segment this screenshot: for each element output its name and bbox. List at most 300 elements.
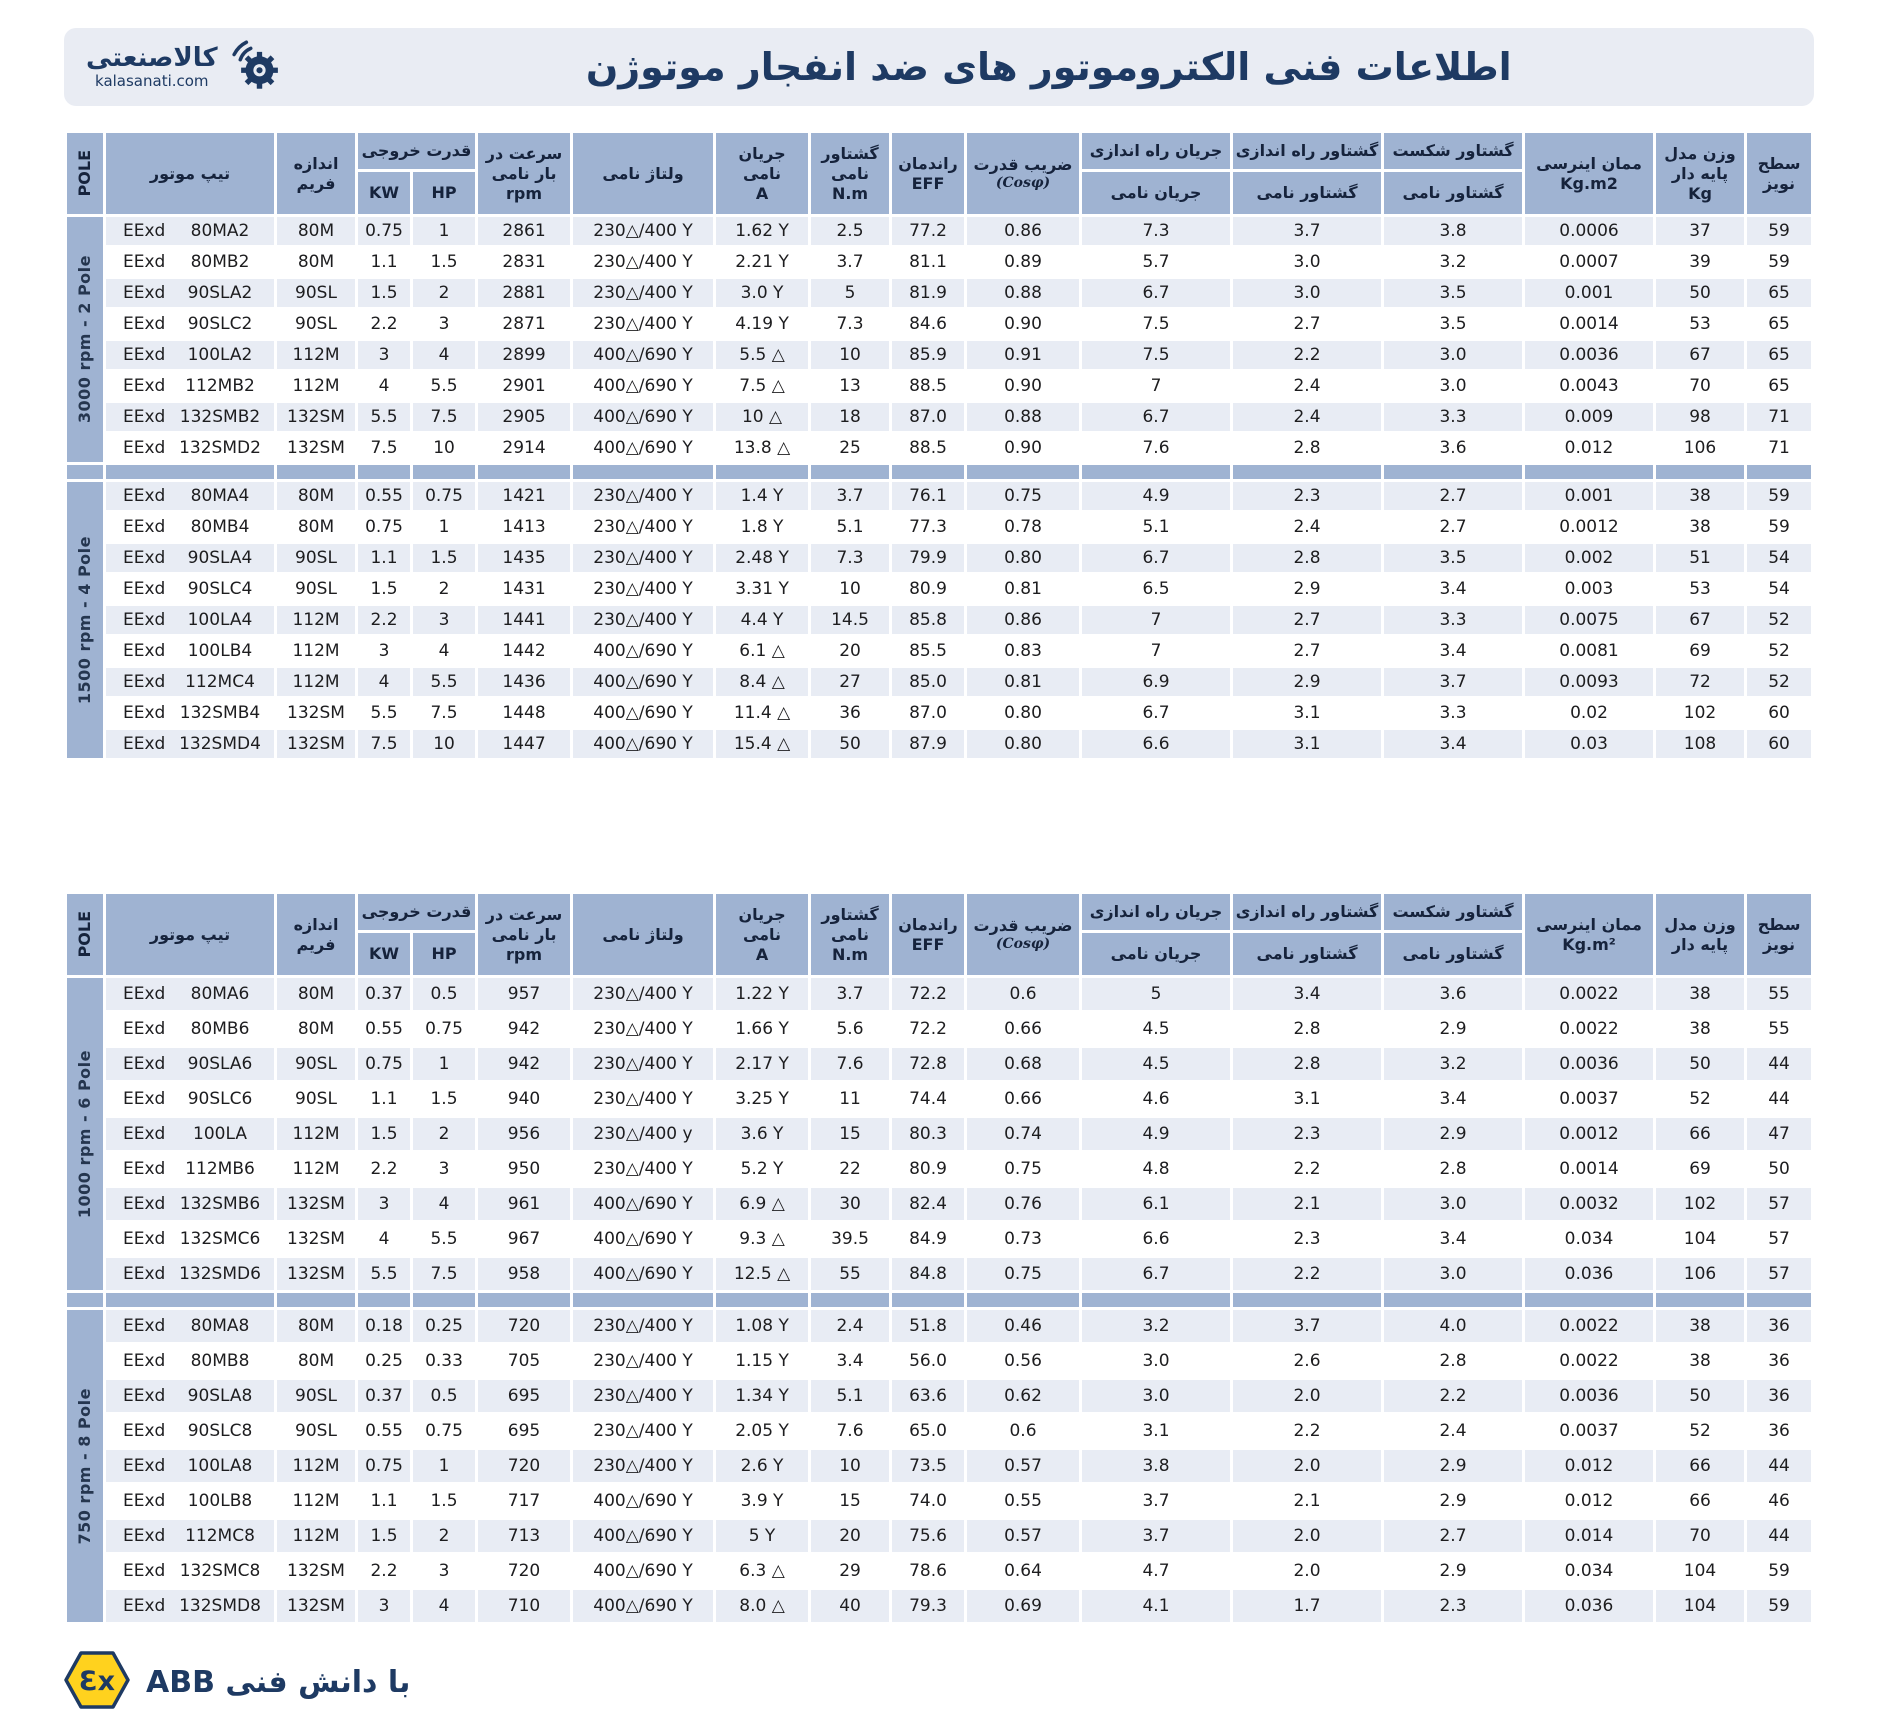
table-cell: 3 [358, 341, 410, 369]
section-separator [106, 1293, 274, 1307]
table-cell: 53 [1656, 575, 1744, 603]
table-cell: 36 [1747, 1310, 1811, 1342]
table-cell: 10 [811, 575, 889, 603]
table-cell: 50 [1656, 1380, 1744, 1412]
table-cell: 0.002 [1525, 544, 1653, 572]
table-cell: 0.75 [413, 1013, 475, 1045]
table-cell: 1.4 Y [716, 482, 808, 510]
pole-section-label: 1000 rpm - 6 Pole [75, 1049, 94, 1219]
table-cell: 90SL [277, 1048, 355, 1080]
motor-type-cell: EExd 90SLC4 [106, 575, 274, 603]
section-separator [277, 465, 355, 479]
table-cell: 1.1 [358, 248, 410, 276]
table-cell: 1.66 Y [716, 1013, 808, 1045]
table-cell: 0.69 [967, 1590, 1079, 1622]
table-cell: 6.7 [1082, 544, 1230, 572]
table-cell: 10 [811, 341, 889, 369]
table-cell: 1.5 [413, 544, 475, 572]
table-row [67, 513, 1811, 541]
brand-logo [64, 37, 284, 97]
table-cell: 54 [1747, 544, 1811, 572]
table-cell: 72 [1656, 668, 1744, 696]
table-cell: 3.4 [1384, 730, 1522, 758]
table-cell: 2.3 [1233, 1118, 1381, 1150]
table-cell: 2 [413, 575, 475, 603]
table-cell: 2.3 [1233, 482, 1381, 510]
table-cell: 1447 [478, 730, 570, 758]
table-cell: 0.0036 [1525, 341, 1653, 369]
table-cell: 230△/400 Y [573, 1083, 713, 1115]
table-cell: 38 [1656, 482, 1744, 510]
table-cell: 0.0093 [1525, 668, 1653, 696]
table-cell: 106 [1656, 1258, 1744, 1290]
table-cell: 75.6 [892, 1520, 964, 1552]
table-cell: 2881 [478, 279, 570, 307]
section-separator [478, 1293, 570, 1307]
table-row [67, 217, 1811, 245]
table-cell: 3.1 [1082, 1415, 1230, 1447]
table-cell: 1.15 Y [716, 1345, 808, 1377]
table-cell: 0.75 [413, 1415, 475, 1447]
table-cell: 2.2 [1233, 1415, 1381, 1447]
table-cell: 90SL [277, 1083, 355, 1115]
table-cell: 6.7 [1082, 403, 1230, 431]
table-cell: 0.68 [967, 1048, 1079, 1080]
table-cell: 7.5 [413, 699, 475, 727]
table-cell: 15 [811, 1118, 889, 1150]
col-header-pole: POLE [67, 894, 103, 975]
table-cell: 8.0 △ [716, 1590, 808, 1622]
table-cell: 0.56 [967, 1345, 1079, 1377]
table-cell: 400△/690 Y [573, 699, 713, 727]
table-cell: 132SM [277, 1223, 355, 1255]
table-cell: 3.7 [1082, 1520, 1230, 1552]
table-cell: 1.34 Y [716, 1380, 808, 1412]
table-cell: 1.5 [413, 1485, 475, 1517]
table-cell: 65 [1747, 372, 1811, 400]
table-cell: 3 [413, 1555, 475, 1587]
table-cell: 2.7 [1233, 310, 1381, 338]
table-cell: 710 [478, 1590, 570, 1622]
col-header-starting-torque: گشتاور راه اندازی [1233, 894, 1381, 930]
table-cell: 22 [811, 1153, 889, 1185]
table-cell: 88.5 [892, 372, 964, 400]
table-cell: 230△/400 Y [573, 217, 713, 245]
table-cell: 3.0 [1384, 341, 1522, 369]
table-cell: 30 [811, 1188, 889, 1220]
table-cell: 2.2 [358, 1555, 410, 1587]
table-cell: 52 [1656, 1415, 1744, 1447]
table-cell: 2.4 [1233, 372, 1381, 400]
motor-type-cell: EExd 100LB4 [106, 637, 274, 665]
table-cell: 2.6 [1233, 1345, 1381, 1377]
table-cell: 720 [478, 1555, 570, 1587]
table-cell: 60 [1747, 699, 1811, 727]
table-cell: 0.0022 [1525, 1310, 1653, 1342]
table-cell: 6.7 [1082, 1258, 1230, 1290]
col-header-starting-current: جریان راه اندازی [1082, 894, 1230, 930]
table-cell: 10 [811, 1450, 889, 1482]
table-cell: 85.5 [892, 637, 964, 665]
table-cell: 44 [1747, 1520, 1811, 1552]
table-cell: 12.5 △ [716, 1258, 808, 1290]
table-cell: 0.034 [1525, 1223, 1653, 1255]
motor-type-cell: EExd 90SLA2 [106, 279, 274, 307]
motor-type-cell: EExd 112MB6 [106, 1153, 274, 1185]
table-cell: 3.1 [1233, 730, 1381, 758]
table-cell: 0.89 [967, 248, 1079, 276]
table-cell: 2.4 [1233, 403, 1381, 431]
table-cell: 74.4 [892, 1083, 964, 1115]
table-cell: 38 [1656, 1310, 1744, 1342]
table-cell: 1 [413, 1048, 475, 1080]
table-cell: 44 [1747, 1048, 1811, 1080]
table-cell: 1436 [478, 668, 570, 696]
table-cell: 5.5 [413, 668, 475, 696]
table-cell: 2.2 [1233, 1153, 1381, 1185]
table-cell: 38 [1656, 1345, 1744, 1377]
section-separator [811, 1293, 889, 1307]
table-cell: 38 [1656, 513, 1744, 541]
table-cell: 6.1 △ [716, 637, 808, 665]
table-cell: 0.81 [967, 575, 1079, 603]
table-row [67, 606, 1811, 634]
table-cell: 36 [1747, 1380, 1811, 1412]
table-cell: 80M [277, 482, 355, 510]
table-cell: 6.9 △ [716, 1188, 808, 1220]
motor-type-cell: EExd 112MC4 [106, 668, 274, 696]
motor-type-cell: EExd 80MA8 [106, 1310, 274, 1342]
table-cell: 10 △ [716, 403, 808, 431]
table-cell: 4.9 [1082, 482, 1230, 510]
col-header-rated-torque: گشتاور نامی N.m [811, 133, 889, 214]
table-cell: 0.75 [413, 482, 475, 510]
motor-spec-table-2-4-pole [64, 130, 1814, 761]
motor-type-cell: EExd 112MC8 [106, 1520, 274, 1552]
ex-mark-text: Ɛx [78, 1666, 116, 1697]
table-cell: 230△/400 Y [573, 978, 713, 1010]
table-cell: 7 [1082, 372, 1230, 400]
table-cell: 230△/400 Y [573, 1345, 713, 1377]
table-cell: 3.5 [1384, 310, 1522, 338]
table-cell: 1.1 [358, 1083, 410, 1115]
table-cell: 2.4 [1233, 513, 1381, 541]
table-cell: 3 [358, 1188, 410, 1220]
table-cell: 1 [413, 217, 475, 245]
table-cell: 3.7 [1233, 217, 1381, 245]
table-cell: 4.5 [1082, 1013, 1230, 1045]
table-cell: 80M [277, 1345, 355, 1377]
col-header-kw: KW [358, 172, 410, 214]
table-cell: 2.8 [1233, 1013, 1381, 1045]
table-cell: 7.5 △ [716, 372, 808, 400]
col-header-rated-current: جریان نامی A [716, 894, 808, 975]
section-separator [1233, 1293, 1381, 1307]
motor-type-cell: EExd 90SLA8 [106, 1380, 274, 1412]
table-cell: 84.8 [892, 1258, 964, 1290]
table-cell: 2.5 [811, 217, 889, 245]
table-cell: 108 [1656, 730, 1744, 758]
table-cell: 51.8 [892, 1310, 964, 1342]
header-banner [64, 28, 1814, 106]
table-cell: 3 [413, 606, 475, 634]
table-cell: 90SL [277, 279, 355, 307]
table-cell: 0.55 [967, 1485, 1079, 1517]
col-header-starting-torque: گشتاور راه اندازی [1233, 133, 1381, 169]
table-cell: 230△/400 Y [573, 1153, 713, 1185]
table-row [67, 730, 1811, 758]
table-cell: 20 [811, 1520, 889, 1552]
pole-section-cell [67, 978, 103, 1290]
table-cell: 0.75 [358, 217, 410, 245]
table-cell: 40 [811, 1590, 889, 1622]
table-row [67, 978, 1811, 1010]
table-cell: 950 [478, 1153, 570, 1185]
table-cell: 90SL [277, 544, 355, 572]
table-cell: 4 [358, 668, 410, 696]
table-row [67, 279, 1811, 307]
pole-section-cell [67, 1310, 103, 1622]
table-cell: 59 [1747, 248, 1811, 276]
table-cell: 50 [1656, 279, 1744, 307]
table-cell: 1.7 [1233, 1590, 1381, 1622]
table-cell: 956 [478, 1118, 570, 1150]
table-row [67, 544, 1811, 572]
table-cell: 400△/690 Y [573, 403, 713, 431]
col-header-kw: KW [358, 933, 410, 975]
motor-type-cell: EExd 132SMD6 [106, 1258, 274, 1290]
table-cell: 112M [277, 668, 355, 696]
table-cell: 0.003 [1525, 575, 1653, 603]
table-cell: 0.86 [967, 217, 1079, 245]
table-cell: 46 [1747, 1485, 1811, 1517]
brand-domain: kalasanati.com [95, 72, 209, 91]
section-separator [1384, 465, 1522, 479]
table-cell: 7.3 [811, 544, 889, 572]
table-cell: 104 [1656, 1223, 1744, 1255]
table-row [67, 668, 1811, 696]
table-cell: 52 [1747, 606, 1811, 634]
table-cell: 76.1 [892, 482, 964, 510]
table-cell: 2.8 [1384, 1345, 1522, 1377]
table-cell: 7.5 [413, 403, 475, 431]
table-cell: 230△/400 Y [573, 1310, 713, 1342]
motor-type-cell: EExd 112MB2 [106, 372, 274, 400]
table-cell: 3.0 [1082, 1345, 1230, 1377]
motor-type-cell: EExd 80MA6 [106, 978, 274, 1010]
table-cell: 90SL [277, 1380, 355, 1412]
section-separator [1082, 1293, 1230, 1307]
table-cell: 2.6 Y [716, 1450, 808, 1482]
table-cell: 0.012 [1525, 434, 1653, 462]
table-cell: 400△/690 Y [573, 1485, 713, 1517]
table-cell: 1.5 [358, 1520, 410, 1552]
table-cell: 80M [277, 978, 355, 1010]
table-cell: 3.4 [1384, 1083, 1522, 1115]
col-header-rated-speed: سرعت در بار نامی rpm [478, 133, 570, 214]
table-cell: 90SL [277, 310, 355, 338]
table-row [67, 1520, 1811, 1552]
table-cell: 2 [413, 279, 475, 307]
table-cell: 132SM [277, 699, 355, 727]
col-header-efficiency: راندمان EFF [892, 894, 964, 975]
table-row [67, 1310, 1811, 1342]
table-cell: 6.7 [1082, 699, 1230, 727]
table-cell: 2.7 [1233, 637, 1381, 665]
table-cell: 3.7 [811, 248, 889, 276]
table-cell: 2.1 [1233, 1188, 1381, 1220]
col-header-inertia: ممان اینرسی Kg.m2 [1525, 133, 1653, 214]
table-cell: 2861 [478, 217, 570, 245]
table-cell: 4 [413, 1188, 475, 1220]
table-cell: 2.2 [1384, 1380, 1522, 1412]
footer-text: با دانش فنی ABB [146, 1664, 411, 1700]
table-cell: 0.75 [358, 1048, 410, 1080]
table-cell: 0.80 [967, 544, 1079, 572]
table-cell: 6.5 [1082, 575, 1230, 603]
table-cell: 0.90 [967, 434, 1079, 462]
table-cell: 2.7 [1233, 606, 1381, 634]
table-cell: 400△/690 Y [573, 1555, 713, 1587]
table-cell: 400△/690 Y [573, 1258, 713, 1290]
table-cell: 66 [1656, 1118, 1744, 1150]
table-cell: 0.0014 [1525, 310, 1653, 338]
table-cell: 3.5 [1384, 279, 1522, 307]
table-cell: 78.6 [892, 1555, 964, 1587]
table-cell: 57 [1747, 1188, 1811, 1220]
pole-section-cell [67, 217, 103, 462]
table-cell: 3.1 [1233, 1083, 1381, 1115]
col-header-inertia: ممان اینرسی Kg.m² [1525, 894, 1653, 975]
section-separator [967, 1293, 1079, 1307]
table-cell: 71 [1747, 403, 1811, 431]
col-subheader-rated-torque: گشتاور نامی [1233, 933, 1381, 975]
col-header-motor-type: تیپ موتور [106, 133, 274, 214]
table-cell: 1.62 Y [716, 217, 808, 245]
table-cell: 0.46 [967, 1310, 1079, 1342]
table-cell: 3.7 [1082, 1485, 1230, 1517]
table-cell: 0.034 [1525, 1555, 1653, 1587]
table-cell: 55 [1747, 978, 1811, 1010]
table-cell: 2.9 [1384, 1450, 1522, 1482]
table-cell: 36 [1747, 1345, 1811, 1377]
table-cell: 0.0006 [1525, 217, 1653, 245]
table-cell: 55 [811, 1258, 889, 1290]
table-cell: 87.0 [892, 699, 964, 727]
table-cell: 0.57 [967, 1450, 1079, 1482]
section-separator [106, 465, 274, 479]
table-cell: 0.37 [358, 1380, 410, 1412]
table-cell: 0.0032 [1525, 1188, 1653, 1220]
col-header-efficiency: راندمان EFF [892, 133, 964, 214]
brand-text [86, 44, 218, 89]
table-cell: 7.5 [413, 1258, 475, 1290]
table-cell: 80M [277, 217, 355, 245]
table-cell: 52 [1747, 637, 1811, 665]
section-separator [1656, 1293, 1744, 1307]
col-subheader-rated-current: جریان نامی [1082, 933, 1230, 975]
table-cell: 2.0 [1233, 1520, 1381, 1552]
table-cell: 5.5 [358, 1258, 410, 1290]
table-cell: 72.2 [892, 1013, 964, 1045]
table-cell: 2.48 Y [716, 544, 808, 572]
table-cell: 0.18 [358, 1310, 410, 1342]
pole-section-label: 3000 rpm - 2 Pole [75, 255, 94, 424]
table-cell: 0.25 [358, 1345, 410, 1377]
table-cell: 0.0081 [1525, 637, 1653, 665]
table-cell: 51 [1656, 544, 1744, 572]
table-cell: 1.08 Y [716, 1310, 808, 1342]
table-cell: 7 [1082, 606, 1230, 634]
table-cell: 98 [1656, 403, 1744, 431]
motor-type-cell: EExd 80MB8 [106, 1345, 274, 1377]
motor-type-cell: EExd 132SMB2 [106, 403, 274, 431]
motor-type-cell: EExd 80MB6 [106, 1013, 274, 1045]
col-header-power-factor: ضریب قدرت (Cosφ) [967, 894, 1079, 975]
pole-section-label: 1500 rpm - 4 Pole [75, 535, 94, 705]
table-cell: 0.90 [967, 310, 1079, 338]
table-cell: 59 [1747, 1555, 1811, 1587]
table-cell: 20 [811, 637, 889, 665]
table-cell: 8.4 △ [716, 668, 808, 696]
col-header-noise-level: سطح نویز [1747, 894, 1811, 975]
table-cell: 961 [478, 1188, 570, 1220]
table-cell: 3 [358, 637, 410, 665]
table-cell: 0.57 [967, 1520, 1079, 1552]
table-cell: 65 [1747, 341, 1811, 369]
table-cell: 2.2 [358, 1153, 410, 1185]
table-cell: 15 [811, 1485, 889, 1517]
table-cell: 230△/400 Y [573, 606, 713, 634]
table-cell: 59 [1747, 217, 1811, 245]
table-cell: 3.7 [1233, 1310, 1381, 1342]
table-cell: 59 [1747, 1590, 1811, 1622]
table-cell: 3.1 [1233, 699, 1381, 727]
motor-type-cell: EExd 132SMD4 [106, 730, 274, 758]
section-separator [716, 1293, 808, 1307]
table-cell: 36 [811, 699, 889, 727]
table-cell: 53 [1656, 310, 1744, 338]
table-cell: 0.5 [413, 1380, 475, 1412]
table-row [67, 434, 1811, 462]
motor-type-cell: EExd 90SLC2 [106, 310, 274, 338]
table-cell: 2.4 [1384, 1415, 1522, 1447]
table-cell: 5.5 △ [716, 341, 808, 369]
table-cell: 0.001 [1525, 279, 1653, 307]
table-cell: 0.001 [1525, 482, 1653, 510]
table-cell: 4 [413, 1590, 475, 1622]
table-cell: 3.7 [811, 978, 889, 1010]
table-cell: 5.6 [811, 1013, 889, 1045]
col-header-noise-level: سطح نویز [1747, 133, 1811, 214]
section-separator [277, 1293, 355, 1307]
table-row [67, 310, 1811, 338]
table-cell: 90SL [277, 575, 355, 603]
section-separator [1233, 465, 1381, 479]
table-cell: 3.6 [1384, 978, 1522, 1010]
table-cell: 2.9 [1384, 1485, 1522, 1517]
table-row [67, 482, 1811, 510]
table-cell: 0.0014 [1525, 1153, 1653, 1185]
pole-section-cell [67, 482, 103, 758]
table-cell: 3.0 [1233, 279, 1381, 307]
table-row [67, 1590, 1811, 1622]
table-cell: 84.6 [892, 310, 964, 338]
table-cell: 57 [1747, 1223, 1811, 1255]
col-header-frame-size: اندازه فریم [277, 894, 355, 975]
table-cell: 29 [811, 1555, 889, 1587]
table-cell: 3.2 [1384, 248, 1522, 276]
